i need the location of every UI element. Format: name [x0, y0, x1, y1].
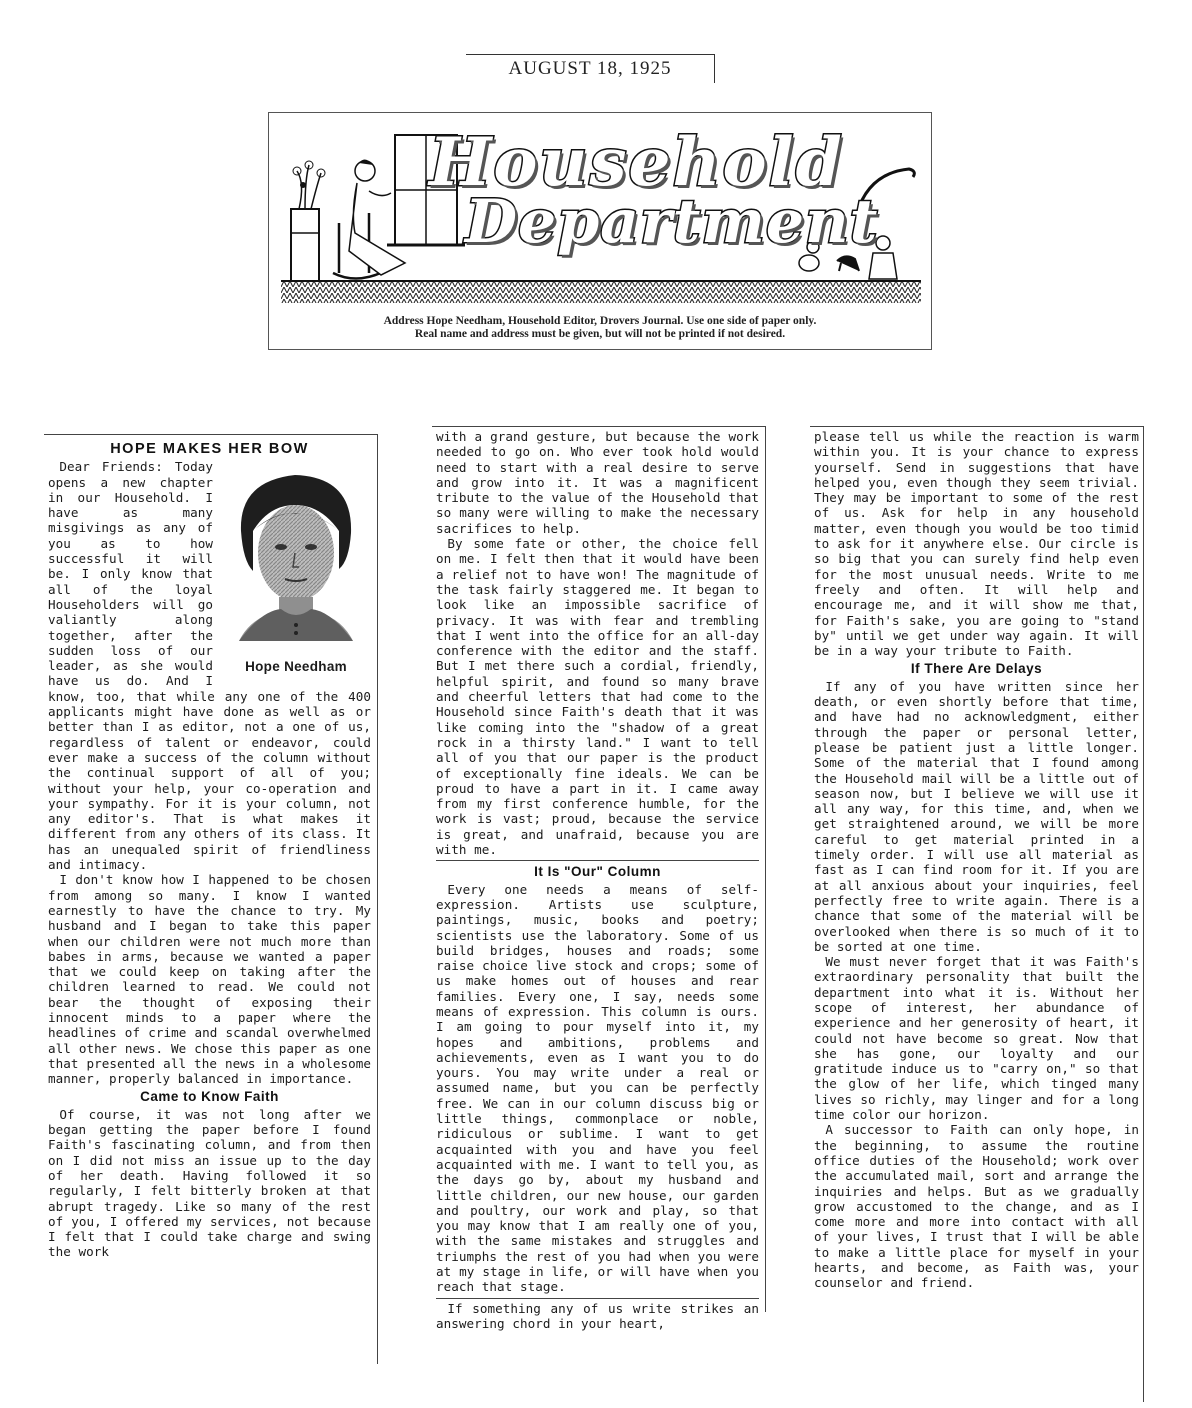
- masthead-title-department: Department: [465, 187, 879, 257]
- section-divider: [436, 1298, 759, 1299]
- household-department-masthead: [268, 112, 932, 350]
- portrait-figure: [221, 461, 371, 674]
- article-column-3: [810, 426, 1144, 1402]
- paragraph: By some fate or other, the choice fell on me. I felt then that it would have been a relief not to have won! The magnitude of the task fairly staggered me. It began to look like an impossible sacrifice of privacy. It was with fear and trembling that I went into the office for an all-day conference with the editor and the staff. But I met there such a cordial, friendly, helpful spirit, and found so many brave and cheerful letters that had come to the Household since Faith's death that it was like coming into the "shadow of a great rock in a thirsty land." I want to tell all of you that our paper is the product of exceptionally fine ideals. We can be proud to have a part in it. I came away from my first conference humble, for the work is vast; proud, because the service is great, and unafraid, because you are with me.: [436, 536, 759, 858]
- paragraph-continued: please tell us while the reaction is warm within you. It is your chance to express yourself. Send in suggestions that have helped you, even though they seem trivial. They may be important to some of the rest of us. Ask for help in any household matter, even though you would be too timid to ask for it anywhere else. Our circle is so big that you can surely find help even for the most unusual needs. Write to me freely and often. It will help and encourage me, and it will show me that, for Faith's sake, you are going to "stand by" until we get under way again. It will be in a way your tribute to Faith.: [814, 429, 1139, 659]
- masthead-caption: [269, 315, 931, 341]
- paragraph: Every one needs a means of self-expression. Artists use sculpture, paintings, music, books and poetry; scientists use the laboratory. Some of us build bridges, houses and roads; some raise choice live stock and crops; some of us make homes out of houses and rear families. Every one, I say, needs some means of expression. This column is ours. I am going to pour myself into it, my hopes and ambitions, problems and achievements, even as I want you to do yours. You may write under a real or assumed name, but you can be perfectly free. We can in our column discuss big or little things, commonplace or noble, ridiculous or sublime. I want to get acquainted with you and have you feel acquainted with me. I want to tell you, as the days go by, about my husband and little children, our new house, our garden and poultry, our work and play, so that you may know that I am really one of you, with the same mistakes and struggles and triumphs the rest of you had when you were at my stage in life, or will have when you reach that stage.: [436, 881, 759, 1295]
- paragraph: I don't know how I happened to be chosen from among so many. I know I wanted earnestly to have the chance to try. My husband and I began to take this paper when our children were not much more than babes in arms, because we wanted a paper that we could keep on taking after the children learned to read. We could not bear the thought of exposing their innocent minds to a paper where the headlines of crime and scandal overwhelmed all other news. We chose this paper as one that presented all the news in a wholesome manner, properly balanced in importance.: [48, 872, 371, 1087]
- paragraph: Of course, it was not long after we began getting the paper before I found Faith's fascinating column, and from then on I did not miss an issue up to the day of her death. Having followed it so regularly, I felt bitterly broken at that abrupt tragedy. Like so many of the rest of you, I offered my services, not because I felt that I could take charge and swing the work: [48, 1106, 371, 1260]
- paragraph: If something any of us write strikes an answering chord in your heart,: [436, 1300, 759, 1331]
- caption-line-2: Real name and address must be given, but will not be printed if not desired.: [414, 328, 786, 340]
- portrait-caption: Hope Needham: [245, 659, 347, 675]
- portrait-photo: [221, 461, 371, 651]
- masthead-title: [269, 113, 931, 309]
- article-column-1: [44, 434, 378, 1364]
- paragraph: We must never forget that it was Faith's extraordinary personality that built the department into what it is. Without her scope of interest, her abundance of experience and her generosity of heart, it could not have become so great. Now that she has gone, our loyalty and our gratitude induce us to "carry on," so that the glow of her life, which tinged many lives so richly, may linger and for a long time color our horizon.: [814, 954, 1139, 1123]
- masthead-title-household: Household: [429, 123, 844, 201]
- paragraph-continued: with a grand gesture, but because the work needed to go on. Who ever took hold would need to start with a real desire to serve and grow into it. It was a magnificent tribute to the value of the Household that so many were willing to make the necessary sacrifices to help.: [436, 429, 759, 536]
- article-headline: HOPE MAKES HER BOW: [110, 441, 309, 457]
- issue-date: AUGUST 18, 1925: [466, 54, 715, 83]
- article-column-2: [432, 426, 766, 1331]
- paragraph: Dear Friends: Today opens a new chapter in our Household. I have as many misgivings as any of you as to how successful it will be. I only know that all of the loyal Householders will go valiantly along together, after the sudden loss of our leader, as she would have us do. And I know, too, that while any one of the 400 applicants might have done as well as or better than I as editor, not a one of us, regardless of talent or endeavor, could ever make a success of the column without the continual support of all of you; without your help, your co-operation and your sympathy. For it is your column, not any editor's. That is what makes it different from any others of its class. It has an unequaled spirit of friendliness and intimacy.: [48, 459, 371, 873]
- subhead-if-there-are-delays: If There Are Delays: [910, 661, 1043, 677]
- subhead-came-to-know-faith: Came to Know Faith: [140, 1089, 279, 1105]
- section-divider: [436, 860, 759, 861]
- paragraph: A successor to Faith can only hope, in the beginning, to assume the routine office duties of the Household; work over the accumulated mail, sort and arrange the inquiries and helps. But as we gradually grow accustomed to the change, and as I come more and more into contact with all of your lives, I trust that I will be able to make a little place for myself in your hearts, and become, as Faith was, your counselor and friend.: [814, 1122, 1139, 1291]
- paragraph: If any of you have written since her death, or even shortly before that time, and have had no acknowledgment, either through the paper or personal letter, please be patient just a little longer. Some of the material that I found among the Household mail will be a little out of season now, but I believe we will use it all any way, for this time, and, when we get straightened around, we will be more careful to get material printed in a timely order. I will use all material as fast as I can find room for it. If you are at all anxious about your inquiries, feel perfectly free to write again. There is a chance that some of the material will be overlooked when there is so much of it to be sorted at one time.: [814, 678, 1139, 954]
- caption-line-1: Address Hope Needham, Household Editor, Drovers Journal. Use one side of paper only.: [383, 315, 817, 327]
- subhead-our-column: It Is "Our" Column: [534, 864, 661, 880]
